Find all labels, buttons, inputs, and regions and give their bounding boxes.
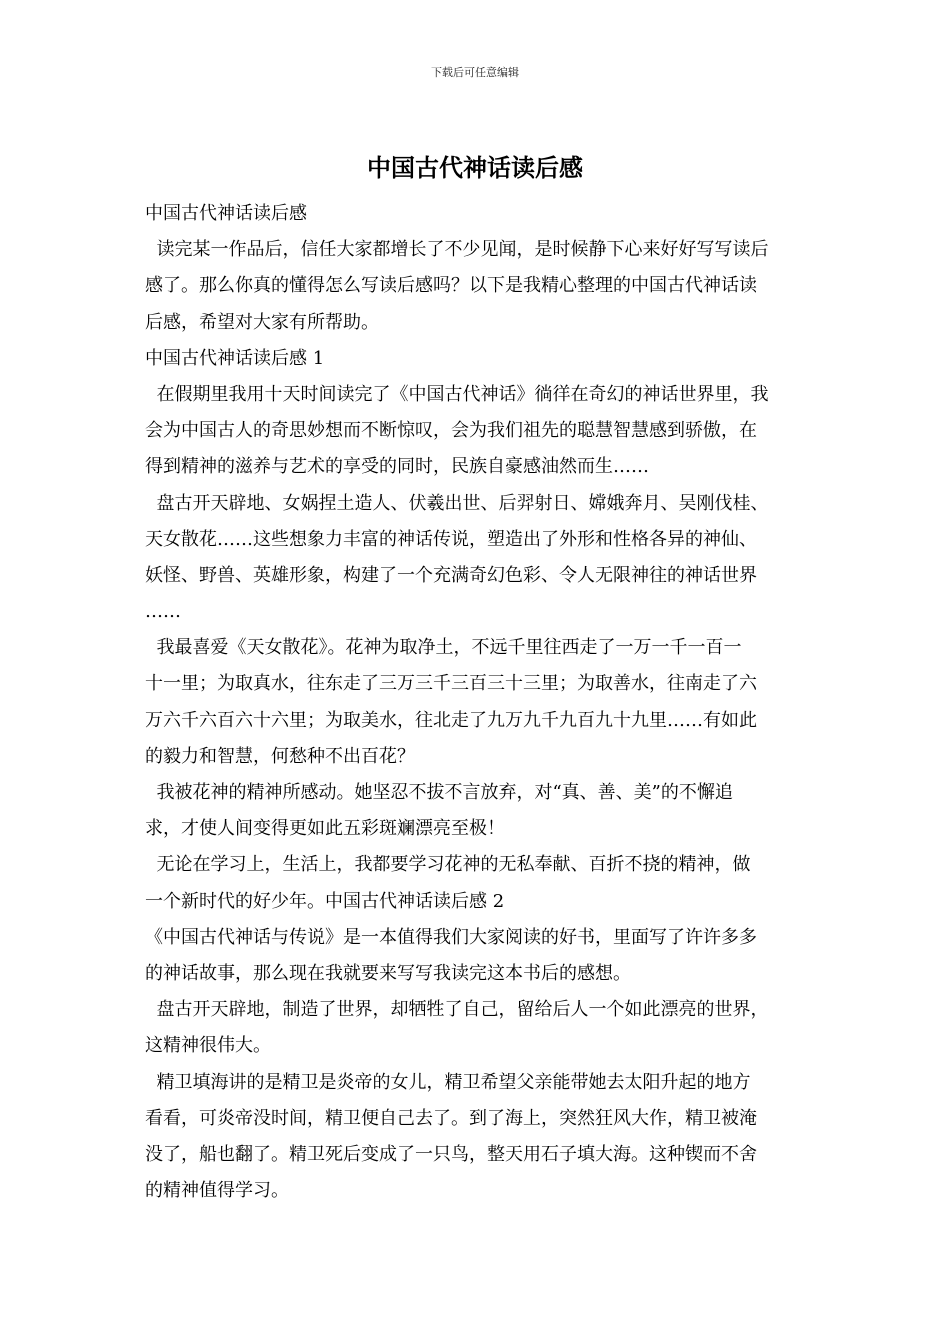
- text-line: 会为中国古人的奇思妙想而不断惊叹，会为我们祖先的聪慧智慧感到骄傲，在: [145, 420, 757, 442]
- text-line: 后感，希望对大家有所帮助。: [145, 311, 379, 333]
- text-line: 中国古代神话读后感 1: [145, 347, 325, 369]
- text-line: 天女散花……这些想象力丰富的神话传说，塑造出了外形和性格各异的神仙、: [145, 528, 757, 550]
- text-line: 这精神很伟大。: [145, 1035, 271, 1057]
- text-line: 我被花神的精神所感动。她坚忍不拔不言放弃，对“真、善、美”的不懈追: [145, 782, 733, 803]
- text-line: 在假期里我用十天时间读完了《中国古代神话》徜徉在奇幻的神话世界里，我: [145, 383, 769, 405]
- text-line: 的毅力和智慧，何愁种不出百花？: [145, 745, 415, 767]
- text-line: 读完某一作品后，信任大家都增长了不少见闻，是时候静下心来好好写写读后: [145, 239, 769, 261]
- text-line: 《中国古代神话与传说》是一本值得我们大家阅读的好书，里面写了许许多多: [145, 926, 757, 948]
- document-title: 中国古代神话读后感: [367, 153, 583, 182]
- text-line: 没了，船也翻了。精卫死后变成了一只鸟，整天用石子填大海。这种锲而不舍: [145, 1143, 757, 1165]
- text-line: ……: [145, 601, 181, 623]
- text-line: 一个新时代的好少年。中国古代神话读后感 2: [145, 890, 505, 912]
- document-body: [145, 196, 810, 1209]
- text-line: 求，才使人间变得更如此五彩斑斓漂亮至极！: [145, 818, 505, 840]
- text-line: 精卫填海讲的是精卫是炎帝的女儿，精卫希望父亲能带她去太阳升起的地方: [145, 1071, 751, 1093]
- text-line: 妖怪、野兽、英雄形象，构建了一个充满奇幻色彩、令人无限神往的神话世界: [145, 564, 757, 586]
- text-line: 盘古开天辟地、女娲捏土造人、伏羲出世、后羿射日、嫦娥奔月、吴刚伐桂、: [145, 492, 769, 514]
- text-line: 万六千六百六十六里；为取美水，往北走了九万九千九百九十九里……有如此: [145, 709, 757, 731]
- text-line: 我最喜爱《天女散花》。花神为取净土，不远千里往西走了一万一千一百一: [145, 637, 742, 659]
- header-note: 下载后可任意编辑: [431, 66, 519, 79]
- text-line: 中国古代神话读后感: [145, 203, 307, 224]
- text-line: 无论在学习上，生活上，我都要学习花神的无私奉献、百折不挠的精神，做: [145, 854, 751, 876]
- text-line: 得到精神的滋养与艺术的享受的同时，民族自豪感油然而生……: [145, 456, 649, 478]
- text-line: 盘古开天辟地，制造了世界，却牺牲了自己，留给后人一个如此漂亮的世界，: [145, 999, 769, 1021]
- text-line: 的神话故事，那么现在我就要来写写我读完这本书后的感想。: [145, 962, 631, 984]
- text-line: 看看，可炎帝没时间，精卫便自己去了。到了海上，突然狂风大作，精卫被淹: [145, 1107, 757, 1129]
- text-line: 的精神值得学习。: [145, 1180, 289, 1202]
- text-line: 感了。那么你真的懂得怎么写读后感吗？以下是我精心整理的中国古代神话读: [145, 275, 757, 297]
- text-line: 十一里；为取真水，往东走了三万三千三百三十三里；为取善水，往南走了六: [145, 673, 757, 695]
